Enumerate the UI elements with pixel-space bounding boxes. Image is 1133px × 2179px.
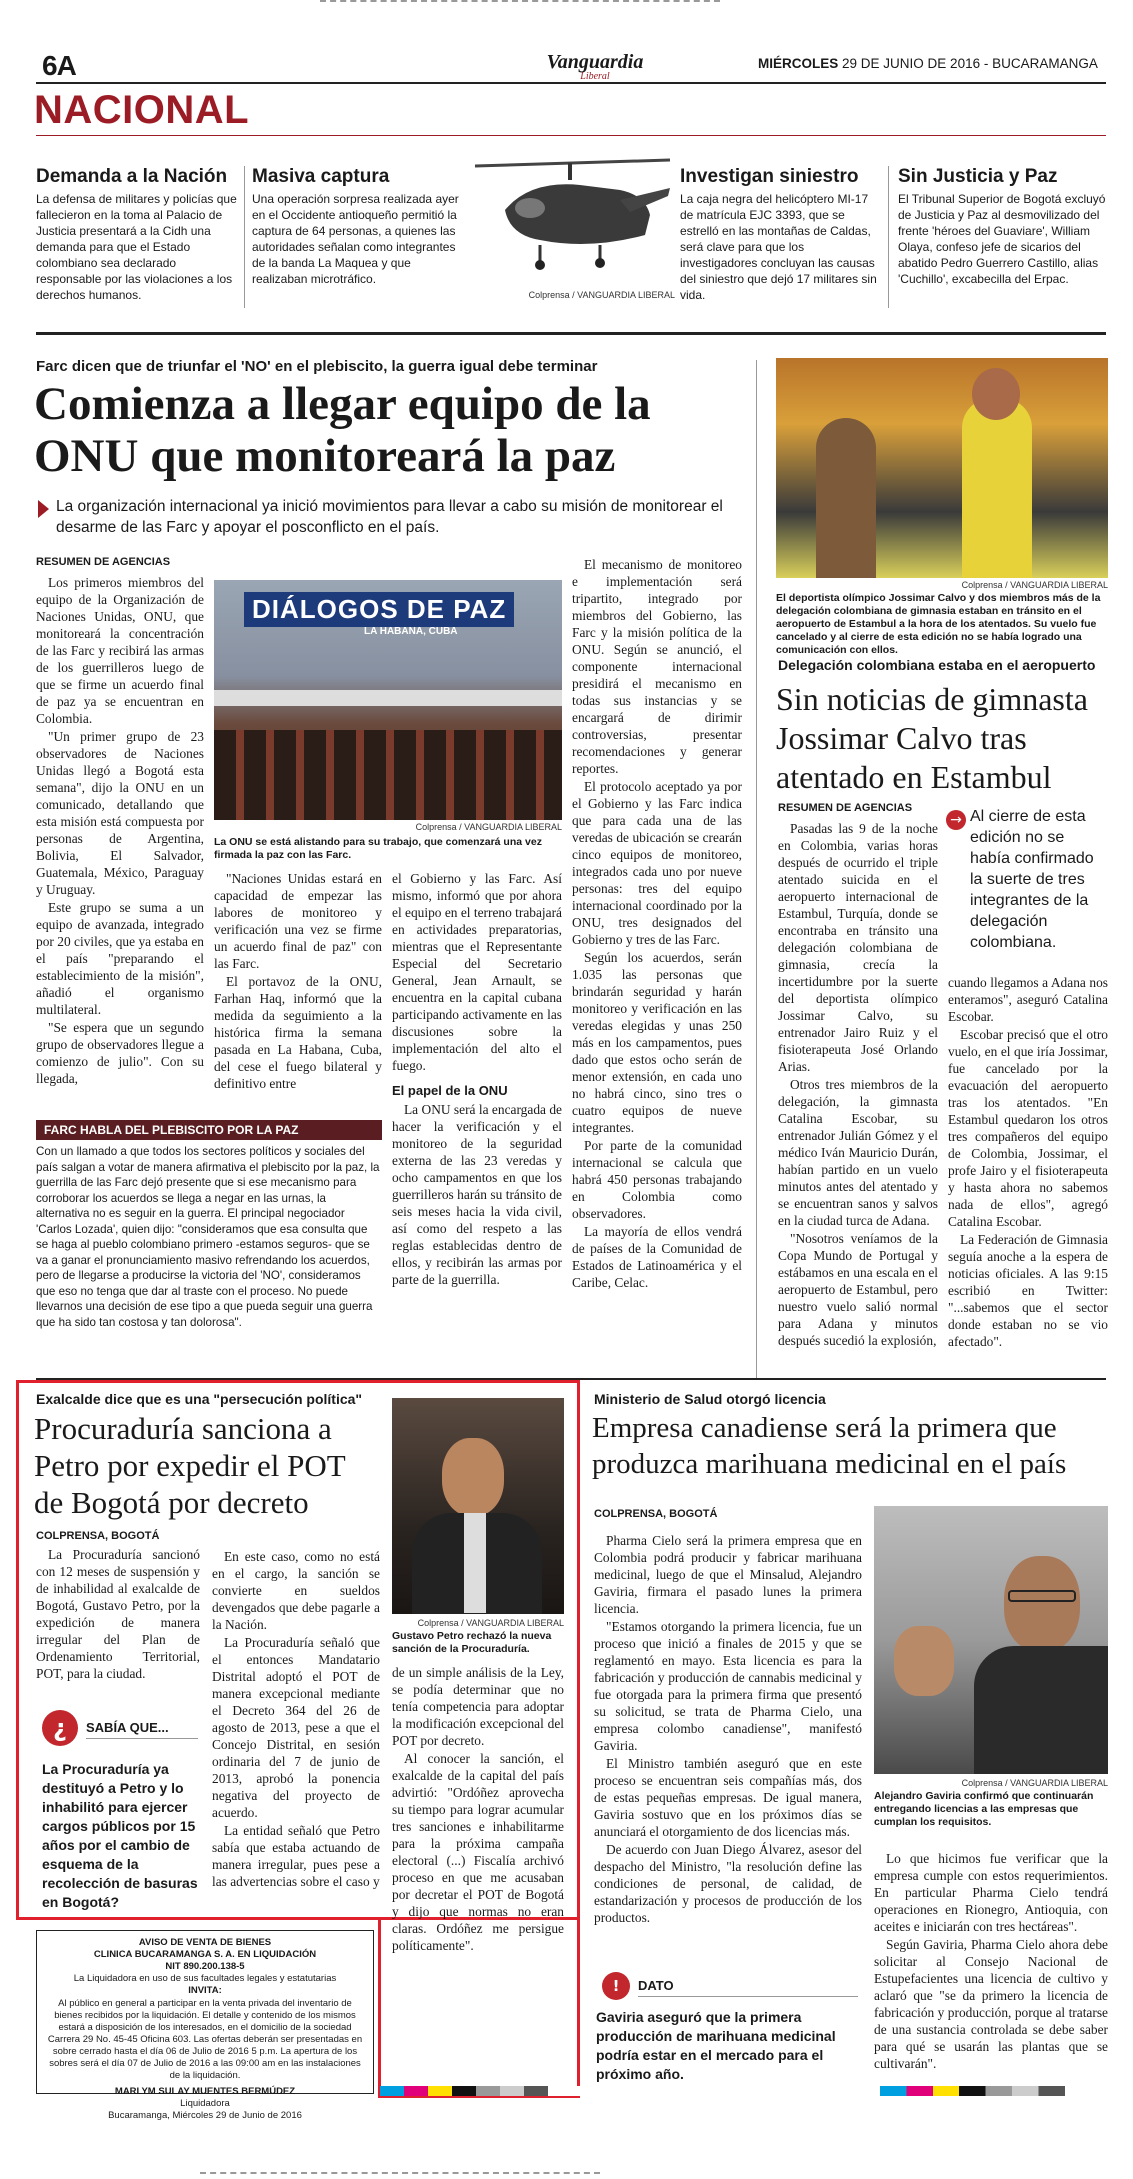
aviso-signer: MARLYM SULAY MUENTES BERMÚDEZ: [114, 2086, 296, 2097]
paragraph: De acuerdo con Juan Diego Álvarez, asesor del despacho del Ministro, "la resolución define las condiciones de personal, de calidad, de estandarización y procesos de producción de los productos.: [594, 1842, 862, 1925]
paragraph: En este caso, como no está en el cargo, la sanción se convierte en sueldos devengados que debe pagarle a la Nación.: [212, 1549, 380, 1632]
sabia-icon: ¿: [42, 1710, 78, 1746]
petro-headline: [34, 1410, 394, 1521]
gaviria-credit: Colprensa / VANGUARDIA LIBERAL: [961, 1778, 1108, 1788]
paragraph: Pharma Cielo será la primera empresa que en Colombia podrá producir y fabricar marihuana medicinal, luego de que el Minsalud, Alejandro Gaviria, firmara el pasado lunes la primera licencia.: [594, 1533, 862, 1616]
main-column-3: [392, 870, 562, 1289]
cannabis-headline-line2: produzca marihuana medicinal en el país: [592, 1448, 1067, 1480]
brief-title: Demanda a la Nación: [36, 166, 228, 187]
petro-byline: COLPRENSA, BOGOTÁ: [36, 1530, 160, 1542]
farc-box-header: FARC HABLA DEL PLEBISCITO POR LA PAZ: [36, 1120, 382, 1140]
section-rule: [36, 135, 1106, 136]
main-kicker: Farc dicen que de triunfar el 'NO' en el plebiscito, la guerra igual debe terminar: [36, 358, 598, 375]
gym-headline-line1: Sin noticias de gimnasta: [776, 681, 1088, 717]
paragraph: Según Gaviria, Pharma Cielo ahora debe solicitar al Consejo Nacional de Estupefacientes una licencia de cultivo y aclaró que "se da primero la licencia de fabricación y producción, porque al tratarse de una sustancia controlada se debe saber para qué se usarán las plantas que se cultivarán".: [874, 1937, 1108, 2071]
gymnast-photo: [776, 358, 1108, 578]
aviso-line1: La Liquidadora en uso de sus facultades legales y estatutarias: [73, 1973, 337, 1984]
paragraph: de un simple análisis de la Ley, se podía determinar que no tenía competencia para adoptar la modificación excepcional del POT por decreto.: [392, 1665, 564, 1748]
brief-investigan: [680, 166, 880, 303]
main-column-4: [572, 556, 742, 1292]
helicopter-photo: [470, 140, 675, 288]
paragraph: Los primeros miembros del equipo de la Organización de Naciones Unidas, ONU, que monitoreará la concentración de las Farc y recibirá las armas de los guerrilleros luego de que se firme un acuerdo final de paz ya se encuentran en Colombia.: [36, 575, 204, 726]
gym-column-1: [778, 820, 938, 1350]
paragraph: "Naciones Unidas estará en capacidad de empezar las labores de monitoreo y verificación una vez se firme un acuerdo final de paz" con las Farc.: [214, 871, 382, 971]
paragraph: cuando llegamos a Adana nos enteramos", aseguró Catalina Escobar.: [948, 975, 1108, 1024]
petro-headline-line1: Procuraduría sanciona a: [34, 1411, 332, 1446]
cannabis-headline: [592, 1410, 1108, 1482]
main-byline: RESUMEN DE AGENCIAS: [36, 556, 171, 568]
cannabis-byline: COLPRENSA, BOGOTÁ: [594, 1508, 718, 1520]
subhead: El papel de la ONU: [392, 1083, 508, 1098]
paragraph: el Gobierno y las Farc. Así mismo, informó que por ahora el equipo en el terreno trabajará en actividades preparatorias, mientras que el Representante Especial del Secretario General, Jean Arnault, se encuentra en la capital cubana participando activamente en las discusiones sobre la implementación del alto el fuego.: [392, 871, 562, 1073]
gym-headline-line3: atentado en Estambul: [776, 759, 1052, 795]
brief-demanda: [36, 166, 240, 303]
gaviria-body: [974, 1646, 1108, 1774]
dialogos-photo: [214, 580, 562, 820]
brief-text: La caja negra del helicóptero MI-17 de matrícula EJC 3393, que se estrelló en las montañas de Caldas, será clave para que los investigadores concluyan las causas del siniestro que dejó 17 militares sin vida.: [680, 192, 877, 302]
petro-shirt: [464, 1513, 486, 1613]
paragraph: La ONU será la encargada de hacer la verificación y el monitoreo de la seguridad externa de las 23 veredas y ocho campamentos en que los guerrilleros harán su tránsito de seis meses hacia la vida civil, así como del respeto a las reglas establecidas dentro de ellos, y recibirán las armas por parte de la guerrilla.: [392, 1102, 562, 1287]
petro-head: [442, 1438, 504, 1516]
paragraph: "Se espera que un segundo grupo de observadores llegue a comienzo de julio". Con su llegada,: [36, 1020, 204, 1086]
farc-box-text: Con un llamado a que todos los sectores políticos y sociales del país salgan a votar de manera afirmativa el plebiscito por la paz, la guerrilla de las Farc dejó presente que si ese mecanismo para corroborar los acuerdos se llega a negar en las urnas, la alternativa no es seguir en la guerra. El principal negociador 'Carlos Lozada', quien dijo: "consideramos que esa consulta que se haga al pueblo colombiano primero -estamos seguros- que se va a ganar el pronunciamiento masivo refrendando los acuerdos, pero de llegarse a producirse la victoria del 'NO', consideramos que eso no tenga que dar al traste con el proceso. No puede llevarnos una decisión de ese tipo a que pueda seguir una guerra que ha sido tan costosa y tan dolorosa".: [36, 1145, 380, 1329]
main-deck: La organización internacional ya inició movimientos para llevar a cabo su misión de monitorear el desarme de las Farc y apoyar el posconflicto en el país.: [56, 498, 723, 536]
aviso-invita: INVITA:: [188, 1985, 222, 1996]
main-column-2: [214, 870, 382, 1093]
header-date-rest: 29 DE JUNIO DE 2016 - BUCARAMANGA: [842, 56, 1098, 71]
brief-text: Una operación sorpresa realizada ayer en el Occidente antioqueño permitió la captura de 64 personas, a quienes las autoridades señalan como integrantes de la banda La Maquea y que realizaban microtráfico.: [252, 192, 459, 286]
gymnast-credit: Colprensa / VANGUARDIA LIBERAL: [961, 580, 1108, 590]
dialogos-credit: Colprensa / VANGUARDIA LIBERAL: [415, 822, 562, 832]
paragraph: Al conocer la sanción, el exalcalde de la capital del país advirtió: "Ordóñez aprovecha su tiempo para lograr acumular tres sanciones e inhabilitarme para la próxima campaña electoral (...) Fiscalía archivó proceso en que me acusaban por decretar el POT de Bogotá y dijo que normas no eran claras. Ordóñez me persigue políticamente".: [392, 1751, 564, 1953]
petro-column-1: [36, 1546, 200, 1683]
paragraph: La Federación de Gimnasia seguía anoche a la espera de noticias oficiales. A las 9:15 escribió en Twitter: "...sabemos que el sector donde estaban no se vio afectado".: [948, 1232, 1108, 1349]
gymnast-bg-figure: [816, 418, 876, 578]
cannabis-headline-line1: Empresa canadiense será la primera que: [592, 1412, 1057, 1444]
helicopter-icon: [470, 140, 675, 288]
dato-label: DATO: [638, 1978, 674, 1993]
paragraph: El mecanismo de monitoreo e implementación será tripartito, integrado por miembros del Gobierno, las Farc y la misión política de la ONU. Según se anunció, el componente internacional presidirá el mecanismo en todas sus instancias y se encargará de dirimir controversias, presentar recomendaciones y generar reportes.: [572, 557, 742, 776]
main-vertical-rule: [756, 360, 757, 1378]
cannabis-column-2: [874, 1850, 1108, 2073]
petro-headline-line2: Petro por expedir el POT: [34, 1448, 346, 1483]
gym-pull-quote: Al cierre de esta edición no se había confirmado la suerte de tres integrantes de la delegación colombiana.: [970, 808, 1094, 951]
registration-mark-top: [320, 0, 720, 6]
petro-column-3: [392, 1664, 564, 1955]
masthead-brand: Vanguardia: [546, 51, 644, 73]
brief-title: Masiva captura: [252, 166, 390, 187]
header-date: [758, 56, 1098, 71]
petro-column-2: [212, 1548, 380, 1891]
petro-photo-caption: Gustavo Petro rechazó la nueva sanción de la Procuraduría.: [392, 1630, 552, 1655]
photo-audience: [214, 730, 562, 820]
gym-headline: [776, 680, 1108, 797]
paragraph: El Ministro también aseguró que en este proceso se encuentran seis compañías más, dos de estas pequeñas empresas. De igual manera, Gaviria sostuvo que en los próximos días se anunciará el otorgamiento de dos licencias más.: [594, 1756, 862, 1839]
aviso-box: [36, 1930, 374, 2121]
sabia-text: La Procuraduría ya destituyó a Petro y lo inhabilitó para ejercer cargos públicos por 15 años por el cambio de esquema de la recolección de basuras en Bogotá?: [42, 1761, 198, 1910]
brief-title: Investigan siniestro: [680, 166, 859, 187]
paragraph: "Nosotros veníamos de la Copa Mundo de Portugal y estábamos en una escala en el aeropuerto de Estambul, pero nuestro vuelo salió normal para Adana y minutos después sucedió la explosión,: [778, 1231, 938, 1348]
petro-photo-credit: Colprensa / VANGUARDIA LIBERAL: [417, 1618, 564, 1628]
gymnast-figure: [962, 398, 1032, 578]
sabia-label: SABÍA QUE...: [86, 1720, 169, 1735]
color-bar-right: [880, 2086, 1100, 2096]
gym-headline-line2: Jossimar Calvo tras: [776, 720, 1027, 756]
paragraph: La Procuraduría señaló que el entonces Mandatario Distrital adoptó el POT de manera excepcional mediante el Decreto 364 del 26 de agosto de 2013, pese a que el Concejo Distrital, en sesión ordinaria del 7 de junio de 2013, aprobó la ponencia negativa del proyecto de acuerdo.: [212, 1635, 380, 1820]
paragraph: La Procuraduría sancionó con 12 meses de suspensión y de inhabilidad al exalcalde de Bogotá, Gustavo Petro, por la expedición de manera irregular del Plan de Ordenamiento Territorial, POT, para la ciudad.: [36, 1547, 200, 1681]
main-column-1: [36, 574, 204, 1088]
brief-divider: [244, 166, 245, 308]
brief-text: La defensa de militares y policías que fallecieron en la toma al Palacio de Justicia presentará a la Cidh una demanda para que el Estado colombiano sea declarado responsable por las violaciones a los derechos humanos.: [36, 192, 237, 302]
gaviria-caption: Alejandro Gaviria confirmó que continuarán entregando licencias a las empresas que cumplan los requisitos.: [874, 1790, 1094, 1828]
photo-banner-sub: LA HABANA, CUBA: [364, 626, 458, 637]
main-headline-line2: ONU que monitoreará la paz: [34, 430, 616, 482]
dato-icon: !: [602, 1972, 630, 2000]
helicopter-credit: Colprensa / VANGUARDIA LIBERAL: [528, 290, 675, 300]
paragraph: Por parte de la comunidad internacional se calcula que habrá 450 personas trabajando en Colombia como observadores.: [572, 1138, 742, 1221]
main-headline: [34, 378, 774, 482]
page-number: 6A: [42, 50, 76, 81]
gaviria-glasses: [1008, 1590, 1076, 1602]
aviso-title: AVISO DE VENTA DE BIENES: [138, 1937, 272, 1948]
photo-table: [214, 690, 562, 706]
gymnast-caption: El deportista olímpico Jossimar Calvo y dos miembros más de la delegación colombiana de gimnasia estaban en tránsito en el aeropuerto de Estambul a la hora de los atentados. Su vuelo fue cancelado y al cierre de esta edición no se había logrado una comunicación con ellos.: [776, 592, 1101, 656]
paragraph: Este grupo se suma a un equipo de avanzada, integrado por 20 civiles, que ya estaba en el país "preparando el establecimiento de la misión", añadió el organismo multilateral.: [36, 900, 204, 1017]
masthead-sub: Liberal: [580, 71, 610, 82]
dialogos-caption: La ONU se está alistando para su trabajo, que comenzará una vez firmada la paz con las Farc.: [214, 836, 542, 861]
dato-rule: [638, 1996, 858, 1997]
paragraph: La mayoría de ellos vendrá de países de la Comunidad de Estados de Latinoamérica y el Caribe, Celac.: [572, 1224, 742, 1290]
cannabis-kicker: Ministerio de Salud otorgó licencia: [594, 1391, 826, 1407]
aviso-company: CLINICA BUCARAMANGA S. A. EN LIQUIDACIÓN: [93, 1949, 317, 1960]
photo-banner: DIÁLOGOS DE PAZ: [244, 592, 514, 627]
aviso-nit: NIT 890.200.138-5: [165, 1961, 245, 1972]
briefs-bottom-rule: [36, 332, 1106, 335]
gym-pull-arrow: →: [946, 810, 966, 830]
paragraph: El portavoz de la ONU, Farhan Haq, informó que la medida da seguimiento a la histórica firma la semana pasada en La Habana, Cuba, del cese el fuego bilateral y definitivo entre: [214, 974, 382, 1091]
color-bar-left: [380, 2086, 580, 2096]
petro-headline-line3: de Bogotá por decreto: [34, 1485, 309, 1520]
brief-divider: [888, 166, 889, 308]
gym-kicker: Delegación colombiana estaba en el aeropuerto: [778, 657, 1096, 673]
petro-kicker: Exalcalde dice que es una "persecución política": [36, 1391, 363, 1407]
brief-text: El Tribunal Superior de Bogotá excluyó de Justicia y Paz al desmovilizado del frente 'héroes del Guaviare', William Olaya, confeso jefe de sicarios del abatido Pedro Guerrero Castillo, alias 'Cuchillo', excabecilla del Erpac.: [898, 192, 1106, 286]
petro-photo: [392, 1398, 564, 1614]
paragraph: "Un primer grupo de 23 observadores de Naciones Unidas llegó a Bogotá esta semana", dijo la ONU en un comunicado, detallando que esta misión está compuesta por personas de Argentina, Bolivia, El Salvador, Guatemala, México, Paraguay y Uruguay.: [36, 729, 204, 897]
paragraph: Lo que hicimos fue verificar que la empresa cumple con estos requerimientos. En particular Pharma Cielo tendrá operaciones en Rionegro, Antioquia, con aceites e iniciarán con tres hectáreas".: [874, 1851, 1108, 1934]
sabia-rule: [86, 1738, 198, 1739]
gym-byline: RESUMEN DE AGENCIAS: [778, 802, 913, 814]
brief-title: Sin Justicia y Paz: [898, 166, 1058, 187]
dato-text: Gaviria aseguró que la primera producción de marihuana medicinal podría estar en el mercado para el próximo año.: [596, 2009, 836, 2082]
cannabis-column-1: [594, 1532, 862, 1927]
gaviria-photo: [874, 1506, 1108, 1774]
registration-mark-bottom: [200, 2172, 600, 2176]
paragraph: Otros tres miembros de la delegación, la gimnasta Catalina Escobar, su entrenador Julián Gómez y el médico Iván Mauricio Durán, habían partido en un vuelo minutos antes del atentado y se encuentran sanos y salvos en la ciudad turca de Adana.: [778, 1077, 938, 1228]
main-deck-marker: [38, 500, 49, 518]
gym-column-2: [948, 974, 1108, 1351]
header-rule: [36, 82, 1106, 84]
paragraph: Escobar precisó que el otro vuelo, en el que iría Jossimar, fue cancelado por la evacuación del aeropuerto tras los atentados. "En Estambul quedaron los otros tres compañeros del equipo de Colombia, Jossimar, el profe Jairo y el fisioterapeuta y hasta ahora no sabemos nada de ellos", agregó Catalina Escobar.: [948, 1027, 1108, 1229]
paragraph: Según los acuerdos, serán 1.035 las personas que brindarán seguridad y harán monitoreo y verificación en las veredas elegidas y unas 250 más en los campamentos, pues dado que estos ocho serán de menor extensión, en cada uno no habrá cinco, sino tres o cuatro equipos de nueve integrantes.: [572, 950, 742, 1135]
gaviria-head: [1004, 1556, 1080, 1652]
paragraph: Pasadas las 9 de la noche en Colombia, varias horas después de ocurrido el triple atentado suicida en el aeropuerto internacional de Estambul, Turquía, donde se encontraba en tránsito una delegación colombiana de gimnasia, crecía la incertidumbre por la suerte del deportista olímpico Jossimar Calvo, su entrenador Jairo Ruiz y el fisioterapeuta José Orlando Arias.: [778, 821, 938, 1074]
gaviria-hand: [894, 1626, 954, 1696]
brief-justicia: [898, 166, 1108, 287]
main-headline-line1: Comienza a llegar equipo de la: [34, 378, 651, 430]
section-title: NACIONAL: [34, 88, 250, 132]
gymnast-head: [972, 368, 1020, 420]
paragraph: "Estamos otorgando la primera licencia, fue un proceso que inició a finales de 2015 y que se reglamentó en mayo. Esta licencia es para la fabricación y producción de cannabis medicinal y fue otorgada para la primera firma que presentó su solicitud, se trata de Pharma Cielo, una empresa colombo canadiense", manifestó Gaviria.: [594, 1619, 862, 1753]
masthead-logo: [540, 52, 650, 82]
paragraph: El protocolo aceptado ya por el Gobierno y las Farc indica que para cada una de las veredas de ubicación se crearán cinco equipos de monitoreo, integrados cada uno por nueve personas: tres del equipo internacional coordinado por la ONU, tres designados del Gobierno y tres de las Farc.: [572, 779, 742, 947]
aviso-body: Al público en general a participar en la venta privada del inventario de bienes recibidos por la liquidación. El detalle y contenido de los mismos estará a disposición de los interesados, en el domicilio de la sociedad Carrera 29 No. 45-45 Oficina 603. Las ofertas deberán ser presentadas en sobre cerrado hasta el día 06 de Julio de 2016 5 p.m. La apertura de los sobres será el día 07 de Julio de 2016 a las 09:00 am en las instalaciones de la liquidación.: [47, 1998, 363, 2081]
brief-captura: [252, 166, 462, 287]
paragraph: La entidad señaló que Petro sabía que estaba actuando de manera irregular, pues pese a las advertencias sobre el caso y: [212, 1823, 380, 1889]
header-date-day: MIÉRCOLES: [758, 56, 839, 71]
aviso-signer-role: Liquidadora: [180, 2098, 230, 2109]
aviso-place-date: Bucaramanga, Miércoles 29 de Junio de 2016: [108, 2110, 302, 2121]
